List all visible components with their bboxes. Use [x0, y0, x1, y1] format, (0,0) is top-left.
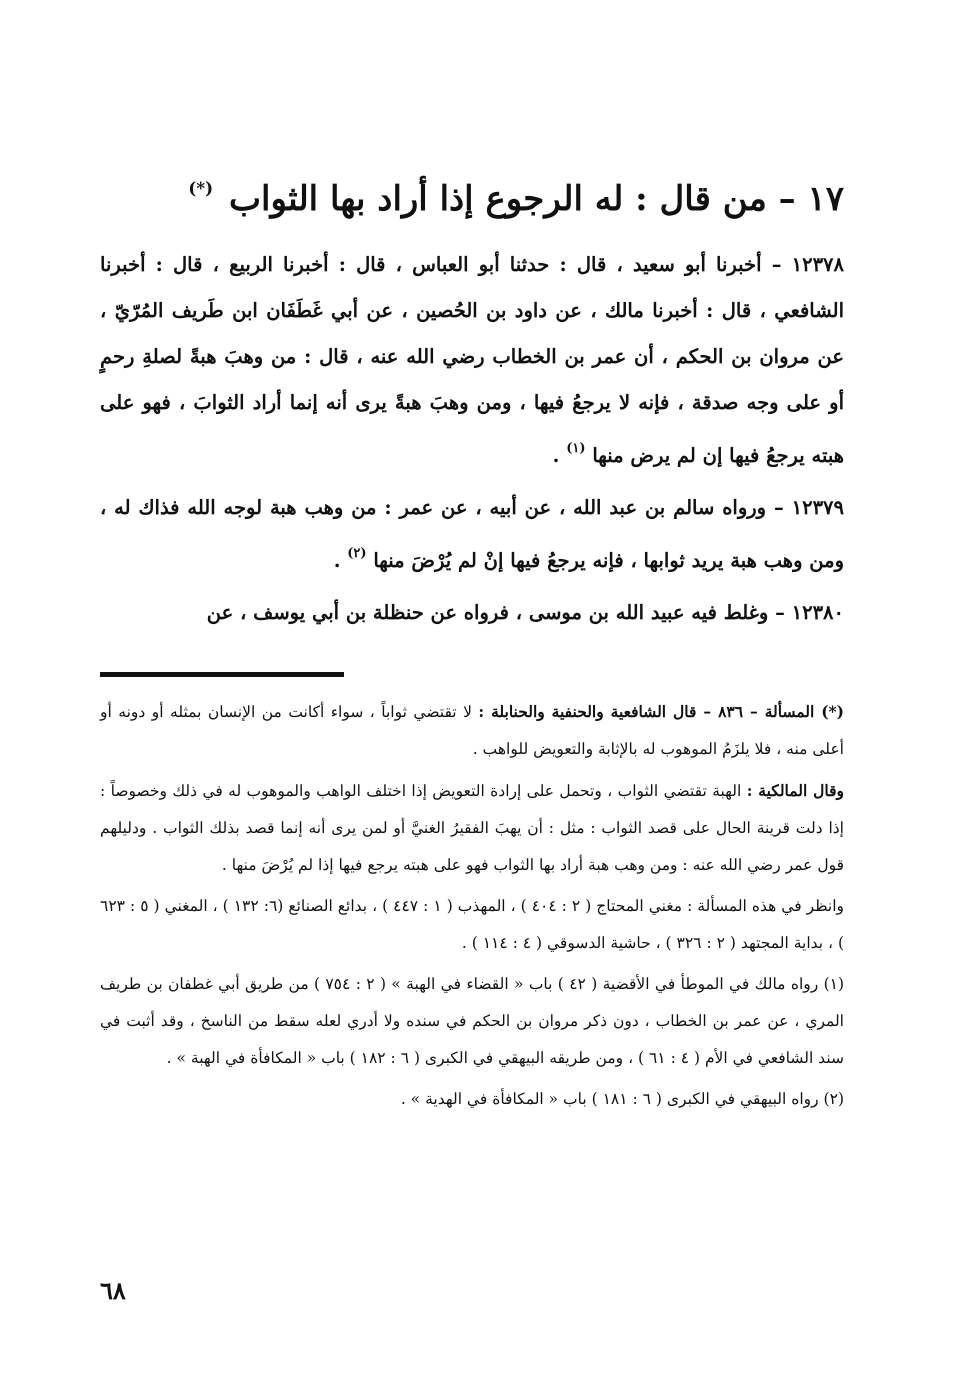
- footnote-2: [100, 1081, 844, 1118]
- paragraph-text: ١٢٣٧٨ – أخبرنا أبو سعيد ، قال : حدثنا أبو العباس ، قال : أخبرنا الربيع ، قال : أخبرنا الشافعي ، قال : أخبرنا مالك ، عن داود بن الحُصين ، عن أبي غَطَفَان ابن طَريف المُرّيّ ، عن مروان بن الحكم ، أن عمر بن الخطاب رضي الله عنه ، قال : من وهبَ هبةً لصلةِ رحمٍ أو على وجه صدقة ، فإنه لا يرجعُ فيها ، ومن وهبَ هبةً يرى أنه إنما أراد الثوابَ ، فهو على هبته يرجعُ فيها إن لم يرض منها: [100, 253, 844, 467]
- footnote-separator: [100, 672, 344, 677]
- paragraph-end: .: [552, 444, 567, 467]
- page-number: ٦٨: [100, 1276, 126, 1305]
- footnote-references: [100, 888, 844, 962]
- malikiyya-text: الهبة تقتضي الثواب ، وتحمل على إرادة التعويض إذا اختلف الواهب والموهوب له في ذلك وخصوصاً : إذا دلت قرينة الحال على قصد الثواب : مثل : أن يهبَ الفقيرُ الغنيَّ أو لمن يرى أنه إنما قصد بذلك الثواب . ودليلهم قول عمر رضي الله عنه : ومن وهب هبة أراد بها الثواب فهو على هبته يرجع فيها إذا لم يُرْضَ منها .: [100, 782, 844, 874]
- hadith-paragraph-12379: [100, 485, 844, 584]
- paragraph-text: ١٢٣٧٩ – ورواه سالم بن عبد الله ، عن أبيه ، عن عمر : من وهب هبة لوجه الله فذاك له ، ومن وهب هبة يريد ثوابها ، فإنه يرجعُ فيها إنْ لم يُرْضَ منها: [100, 496, 844, 572]
- paragraph-end: .: [333, 549, 348, 572]
- chapter-title-text: ١٧ – من قال : له الرجوع إذا أراد بها الثواب: [229, 179, 844, 219]
- footnote-malikiyya: [100, 772, 844, 884]
- footnote-ref-1: (١): [566, 441, 586, 456]
- footnote-2-text: (٢) رواه البيهقي في الكبرى ( ٦ : ١٨١ ) باب « المكافأة في الهدية » .: [400, 1090, 844, 1108]
- footnote-1: [100, 966, 844, 1077]
- references-text: وانظر في هذه المسألة : مغني المحتاج ( ٢ : ٤٠٤ ) ، المهذب ( ١ : ٤٤٧ ) ، بدائع الصنائع (٦: ١٣٢ ) ، المغني ( ٥ : ٦٢٣ ) ، بداية المجتهد ( ٢ : ٣٢٦ ) ، حاشية الدسوقي ( ٤ : ١١٤ ) .: [100, 897, 845, 952]
- masala-text: لا تقتضي ثواباً ، سواء أكانت من الإنسان بمثله أو دونه أو أعلى منه ، فلا يلزَمُ الموهوب له بالإثابة والتعويض للواهب .: [100, 703, 844, 758]
- footnote-ref-2: (٢): [347, 546, 367, 561]
- footnote-1-text: (١) رواه مالك في الموطأ في الأقضية ( ٤٢ ) باب « القضاء في الهبة » ( ٢ : ٧٥٤ ) من طريق أبي غطفان بن طريف المري ، عن عمر بن الخطاب ، دون ذكر مروان بن الحكم في سنده ولا أدري لعله سقط من الناسخ ، وقد أثبت في سند الشافعي في الأم ( ٤ : ٦١ ) ، ومن طريقه البيهقي في الكبرى ( ٦ : ١٨٢ ) باب « المكافأة في الهبة » .: [100, 975, 845, 1067]
- footnote-separator-wrap: [100, 642, 844, 693]
- footnote-masala: [100, 693, 844, 768]
- hadith-paragraph-12378: [100, 242, 844, 479]
- page-content: [100, 160, 844, 1122]
- hadith-paragraph-12380: [100, 590, 844, 636]
- chapter-title: [100, 160, 844, 228]
- chapter-marker: (*): [188, 179, 214, 199]
- malikiyya-label: وقال المالكية :: [746, 781, 844, 800]
- paragraph-text: ١٢٣٨٠ – وغلط فيه عبيد الله بن موسى ، فرواه عن حنظلة بن أبي يوسف ، عن: [206, 601, 844, 624]
- masala-label: (*) المسألة – ٨٣٦ – قال الشافعية والحنفية والحنابلة :: [478, 702, 844, 721]
